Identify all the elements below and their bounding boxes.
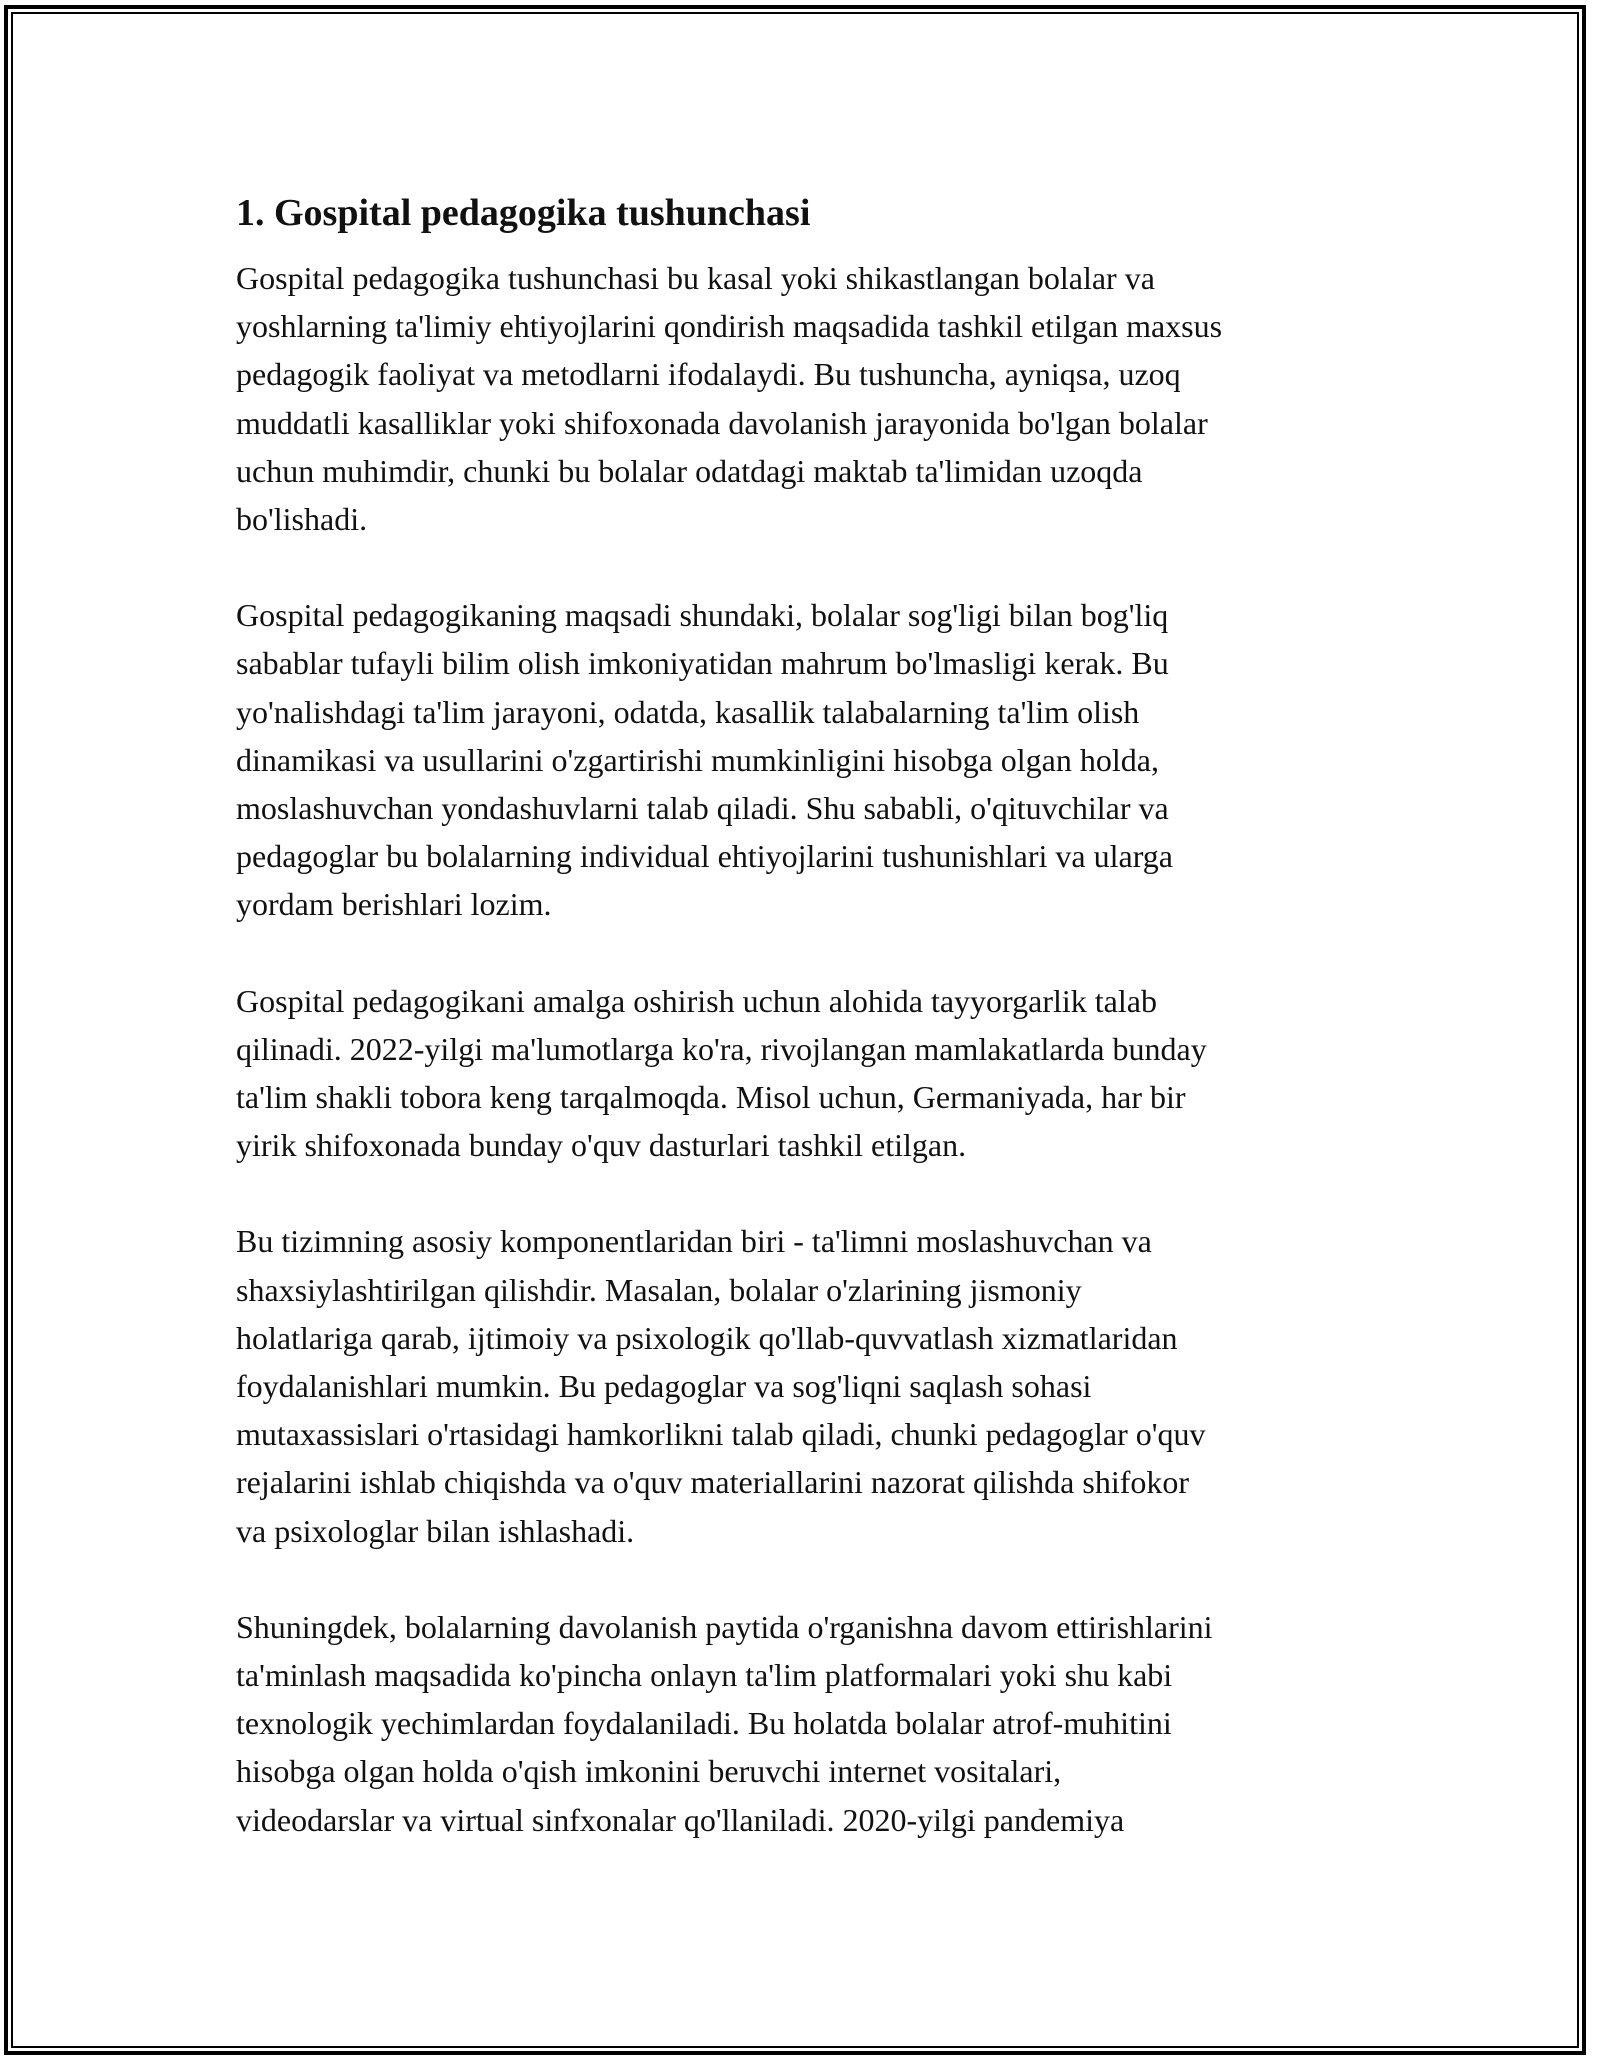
paragraph-line: qilinadi. 2022-yilgi ma'lumotlarga ko'ra, rivojlangan mamlakatlarda bunday xyxy=(236,1030,1207,1067)
paragraph-line: Gospital pedagogikaning maqsadi shundaki, bolalar sog'ligi bilan bog'liq xyxy=(236,597,1169,634)
paragraph-line: pedagoglar bu bolalarning individual ehtiyojlarini tushunishlari va ularga xyxy=(236,838,1173,875)
paragraph-line: hisobga olgan holda o'qish imkonini beruvchi internet vositalari, xyxy=(236,1753,1062,1790)
paragraph-line: muddatli kasalliklar yoki shifoxonada davolanish jarayonida bo'lgan bolalar xyxy=(236,404,1208,441)
paragraph-line: texnologik yechimlardan foydalaniladi. Bu holatda bolalar atrof-muhitini xyxy=(236,1705,1172,1742)
paragraph-line: yordam berishlari lozim. xyxy=(236,886,552,923)
paragraph-line: yoshlarning ta'limiy ehtiyojlarini qondirish maqsadida tashkil etilgan maxsus xyxy=(236,308,1223,345)
paragraph xyxy=(236,591,1376,928)
section-heading: 1. Gospital pedagogika tushunchasi xyxy=(236,192,811,234)
paragraph-line: videodarslar va virtual sinfxonalar qo'llaniladi. 2020-yilgi pandemiya xyxy=(236,1801,1125,1838)
paragraph-line: mutaxassislari o'rtasidagi hamkorlikni talab qiladi, chunki pedagoglar o'quv xyxy=(236,1416,1206,1453)
paragraph-line: holatlariga qarab, ijtimoiy va psixologik qo'llab-quvvatlash xizmatlaridan xyxy=(236,1319,1178,1356)
paragraph-line: foydalanishlari mumkin. Bu pedagoglar va sog'liqni saqlash sohasi xyxy=(236,1368,1092,1405)
paragraph-line: ta'minlash maqsadida ko'pincha onlayn ta'lim platformalari yoki shu kabi xyxy=(236,1657,1173,1694)
paragraph-line: yirik shifoxonada bunday o'quv dasturlari tashkil etilgan. xyxy=(236,1127,967,1164)
paragraph xyxy=(236,1603,1376,1844)
paragraph-line: pedagogik faoliyat va metodlarni ifodalaydi. Bu tushuncha, ayniqsa, uzoq xyxy=(236,356,1181,393)
paragraph-line: Bu tizimning asosiy komponentlaridan biri - ta'limni moslashuvchan va xyxy=(236,1223,1152,1260)
paragraph-line: moslashuvchan yondashuvlarni talab qiladi. Shu sababli, o'qituvchilar va xyxy=(236,790,1169,827)
document-body xyxy=(236,186,1376,1892)
paragraph-line: bo'lishadi. xyxy=(236,501,368,538)
paragraph-line: dinamikasi va usullarini o'zgartirishi mumkinligini hisobga olgan holda, xyxy=(236,741,1159,778)
paragraph-line: sabablar tufayli bilim olish imkoniyatidan mahrum bo'lmasligi kerak. Bu xyxy=(236,645,1169,682)
paragraph-list xyxy=(236,254,1376,1844)
paragraph-line: rejalarini ishlab chiqishda va o'quv materiallarini nazorat qilishda shifokor xyxy=(236,1464,1190,1501)
paragraph xyxy=(236,1217,1376,1554)
paragraph-line: Gospital pedagogikani amalga oshirish uchun alohida tayyorgarlik talab xyxy=(236,982,1157,1019)
paragraph-line: yo'nalishdagi ta'lim jarayoni, odatda, kasallik talabalarning ta'lim olish xyxy=(236,693,1140,730)
paragraph-line: Shuningdek, bolalarning davolanish paytida o'rganishna davom ettirishlarini xyxy=(236,1608,1213,1645)
paragraph-line: va psixologlar bilan ishlashadi. xyxy=(236,1512,635,1549)
paragraph xyxy=(236,254,1376,543)
paragraph-line: shaxsiylashtirilgan qilishdir. Masalan, bolalar o'zlarining jismoniy xyxy=(236,1271,1082,1308)
paragraph-line: uchun muhimdir, chunki bu bolalar odatdagi maktab ta'limidan uzoqda xyxy=(236,452,1143,489)
paragraph-line: ta'lim shakli tobora keng tarqalmoqda. Misol uchun, Germaniyada, har bir xyxy=(236,1079,1186,1116)
paragraph xyxy=(236,977,1376,1170)
paragraph-line: Gospital pedagogika tushunchasi bu kasal yoki shikastlangan bolalar va xyxy=(236,260,1155,296)
